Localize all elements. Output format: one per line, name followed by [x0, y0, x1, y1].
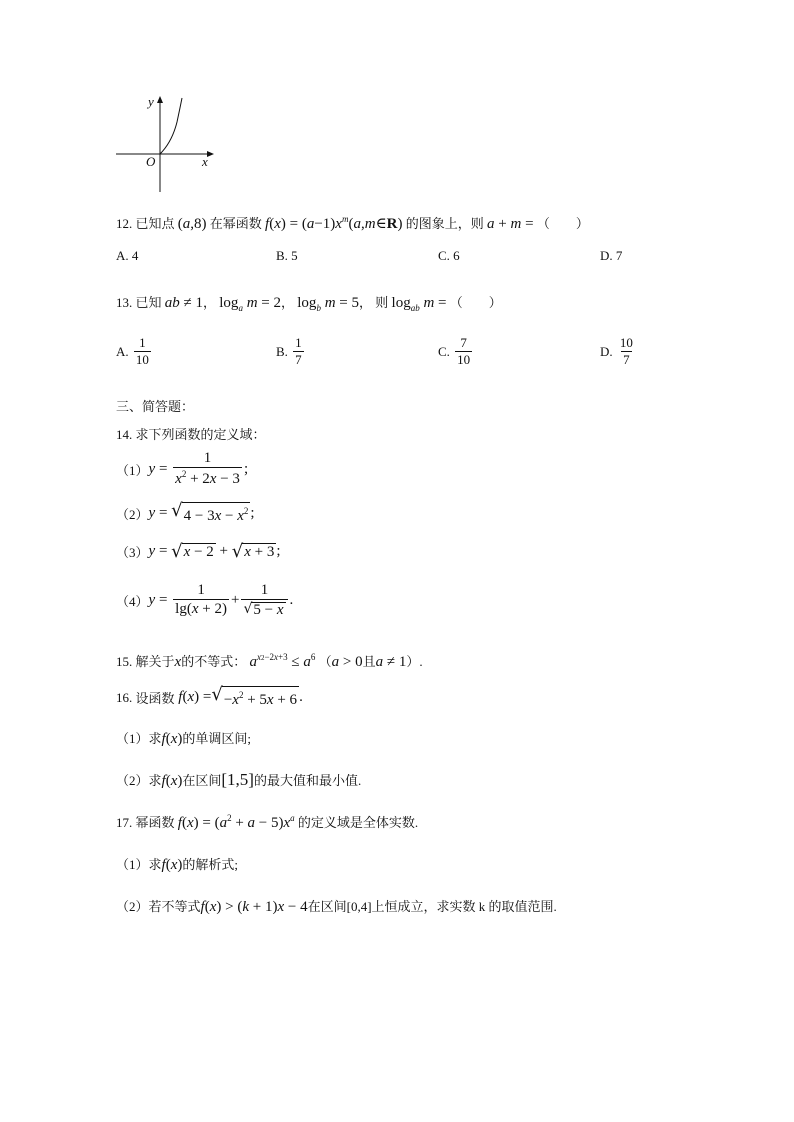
q14-part-4: （4） y = $\frac{1}{\lg(x + 2)}$ + 1 √ 5 − x . — [116, 582, 294, 619]
question-17: 17. 幂函数 $f(x) = (a^2 + a - 5)x^a$ 的定义域是全体实数. — [116, 813, 419, 831]
q14-part-2: （2） y = √ $4 - 3x - x^2$ ; — [116, 500, 255, 524]
question-15: 15. 解关于x的不等式： $a^{x2-2x+3} \le a^6$ （a > 0且a ≠ 1）. — [116, 652, 423, 670]
q13-log-a: $\log_a m = 2$ — [219, 295, 281, 313]
q12-text-b: 在幂函数 — [209, 216, 262, 231]
q13-text-b: 则 — [375, 295, 389, 310]
q14-part-1: （1） y = $\frac{1}{x^2 + 2x - 3}$ ; — [116, 450, 249, 488]
q13-log-ab: $\log_{ab} m$ = — [391, 295, 447, 313]
q13-text-a: 已知 — [135, 295, 162, 310]
q16-function: f ( x ) = √ $-x^2 + 5x + 6$ . — [174, 684, 303, 708]
q17-function: $f(x) = (a^2 + a - 5)x^a$ — [177, 813, 295, 831]
q15-variable: x — [174, 654, 182, 670]
question-13: 13. 已知 ab ≠ 1， $\log_a m = 2$， $\log_b m = 5$， 则 $\log_{ab} m$ = （ ） — [116, 295, 502, 313]
q12-function: $f(x) = (a-1)x^m(a,m\in R)$ — [265, 214, 403, 232]
q14-p1-formula: y = $\frac{1}{x^2 + 2x - 3}$ ; — [148, 450, 249, 488]
q17-part-1: （1）求f(x)的解析式; — [116, 857, 238, 873]
q12-option-d[interactable]: D. 7 — [600, 248, 623, 263]
q16-interval: [1,5] — [221, 770, 254, 789]
q16-part-2: （2）求f(x)在区间[1,5]的最大值和最小值. — [116, 770, 362, 789]
q13-option-b[interactable]: B. $\frac{1}{7}$ — [276, 335, 302, 367]
q12-text-a: 已知点 — [135, 216, 175, 231]
q13-option-a[interactable]: A. $\frac{1}{10}$ — [116, 335, 149, 367]
q13-number: 13. — [116, 295, 133, 310]
x-axis-arrow-icon — [207, 151, 214, 157]
function-graph — [110, 92, 220, 196]
q14-part-3: （3） y = √ x − 2 + √ x + 3 ; — [116, 540, 281, 562]
q13-paren: （ ） — [449, 295, 502, 310]
q12-point: (a,8) — [177, 216, 207, 232]
q14-p2-formula: y = √ $4 - 3x - x^2$ ; — [148, 500, 255, 524]
graph-origin-label: O — [146, 154, 156, 169]
q12-paren: （ ） — [536, 216, 589, 231]
q14-p3-formula: y = √ x − 2 + √ x + 3 ; — [148, 540, 281, 562]
graph-x-label: x — [202, 154, 208, 169]
q12-option-c[interactable]: C. 6 — [438, 248, 460, 263]
question-14: 14. 求下列函数的定义域： — [116, 427, 266, 442]
q13-option-d[interactable]: D. $\frac{10}{7}$ — [600, 335, 633, 367]
q13-option-c[interactable]: C. $\frac{7}{10}$ — [438, 335, 471, 367]
power-curve — [160, 98, 182, 154]
q17-part-2: （2）若不等式f(x) > (k + 1)x − 4在区间[0,4]上恒成立，求实数 k 的取值范围. — [116, 899, 557, 915]
q13-log-b: $\log_b m = 5$ — [297, 295, 359, 313]
q12-number: 12. — [116, 216, 133, 231]
q12-option-a[interactable]: A. 4 — [116, 248, 139, 263]
graph-y-label: y — [148, 94, 154, 109]
q14-p4-formula: y = $\frac{1}{\lg(x + 2)}$ + 1 √ 5 − x . — [148, 582, 294, 619]
q16-part-1: （1）求f(x)的单调区间; — [116, 731, 251, 747]
q12-option-b[interactable]: B. 5 — [276, 248, 298, 263]
q12-expression: a + m = — [487, 216, 534, 232]
q12-text-c: 的图象上，则 — [405, 216, 484, 231]
section-title: 三、简答题： — [116, 399, 195, 414]
q17-inequality: f(x) > (k + 1)x − 4 — [200, 899, 308, 915]
q13-cond-ab: ab ≠ 1 — [164, 295, 203, 311]
question-16: 16. 设函数 f ( x ) = √ $-x^2 + 5x + 6$ . — [116, 684, 303, 708]
y-axis-arrow-icon — [157, 96, 163, 103]
question-12 — [116, 208, 589, 235]
q15-inequality: $a^{x2-2x+3} \le a^6$ — [249, 652, 316, 670]
